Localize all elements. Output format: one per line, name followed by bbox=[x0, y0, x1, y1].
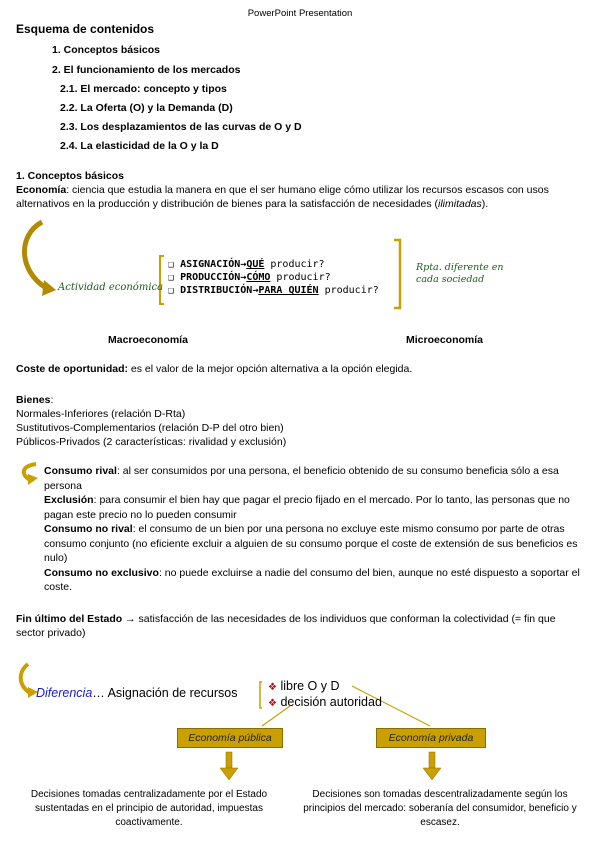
left-bracket-icon bbox=[160, 256, 164, 304]
diferencia-line: Diferencia… Asignación de recursos bbox=[36, 686, 238, 700]
outline-item: 2.1. El mercado: concepto y tipos bbox=[60, 83, 227, 95]
bienes-line: Sustitutivos-Complementarios (relación D-P del otro bien) bbox=[16, 422, 284, 434]
curved-arrow-icon bbox=[24, 222, 46, 288]
bienes-line: Normales-Inferiores (relación D-Rta) bbox=[16, 408, 186, 420]
options-bracket-icon bbox=[260, 682, 262, 708]
bienes-block: Bienes: Normales-Inferiores (relación D-Rta) Sustitutivos-Complementarios (relación D-P del otro bien) Públicos-Privados (2 características: rivalidad y exclusión) bbox=[16, 393, 586, 449]
consumo-block bbox=[44, 464, 584, 595]
economia-publica-box: Economía pública bbox=[177, 728, 283, 748]
economic-questions-list bbox=[168, 258, 379, 297]
exclusion: Exclusión: para consumir el bien hay que pagar el precio fijado en el mercado. Por lo tanto, las personas que no pagan este precio no lo pueden consumir bbox=[44, 494, 570, 521]
publica-description: Decisiones tomadas centralizadamente por el Estado sustentadas en el principio de autoridad, impuestas coactivamente. bbox=[30, 789, 268, 828]
small-arrow-head-icon bbox=[28, 474, 38, 485]
section-heading: 1. Conceptos básicos bbox=[16, 170, 124, 182]
arrow-head-icon bbox=[42, 280, 56, 296]
outline-item: 1. Conceptos básicos bbox=[52, 44, 160, 56]
economia-term: Economía bbox=[16, 184, 67, 196]
option-item: ❖ decisión autoridad bbox=[268, 695, 382, 709]
economia-definition: Economía: ciencia que estudia la manera en que el ser humano elige cómo utilizar los recursos escasos con usos alternativos en la producción y distribución de bienes para la satisfacción de necesidades (ilimitadas). bbox=[16, 184, 549, 210]
consumo-no-rival: Consumo no rival: el consumo de un bien por una persona no excluye este mismo consumo por parte de otras consumo conjunto (no eficiente excluir a alguien de su consumo porque el coste de extensión de sus beneficios es nulo) bbox=[44, 523, 578, 564]
privada-description: Decisiones son tomadas descentralizadamente según los principios del mercado: soberanía del consumidor, beneficio y escasez. bbox=[303, 789, 577, 828]
right-bracket-icon bbox=[394, 240, 400, 308]
asignacion-options bbox=[268, 679, 382, 711]
down-arrow-privada-icon bbox=[423, 768, 441, 780]
outline-title: Esquema de contenidos bbox=[16, 22, 155, 36]
page-header-title: PowerPoint Presentation bbox=[247, 8, 353, 19]
outline-item: 2. El funcionamiento de los mercados bbox=[52, 64, 241, 76]
actividad-label: Actividad económica bbox=[58, 282, 164, 293]
down-arrow-publica-shaft bbox=[226, 752, 232, 768]
question-row: ❑ DISTRIBUCIÓN→PARA QUIÉN producir? bbox=[168, 285, 379, 296]
micro-label: Microeconomía bbox=[406, 334, 484, 346]
outline-item: 2.4. La elasticidad de la O y la D bbox=[60, 140, 219, 152]
answer-note: Rpta. diferente en cada sociedad bbox=[416, 262, 504, 285]
bienes-line: Públicos-Privados (2 características: rivalidad y exclusión) bbox=[16, 436, 287, 448]
question-row: ❑ PRODUCCIÓN→CÓMO producir? bbox=[168, 272, 331, 283]
bienes-heading: Bienes bbox=[16, 394, 51, 406]
coste-oportunidad: Coste de oportunidad: es el valor de la mejor opción alternativa a la opción elegida. bbox=[16, 363, 413, 375]
outline-item: 2.2. La Oferta (O) y la Demanda (D) bbox=[60, 102, 233, 114]
fin-estado: Fin último del Estado → satisfacción de las necesidades de los individuos que conforman la colectividad (= fin que sector privado) bbox=[16, 613, 556, 639]
consumo-no-exclusivo: Consumo no exclusivo: no puede excluirse a nadie del consumo del bien, aunque no esté dispuesto a soportar el coste. bbox=[44, 566, 580, 593]
down-arrow-publica-icon bbox=[220, 768, 238, 780]
option-item: ❖ libre O y D bbox=[268, 679, 340, 693]
question-row: ❑ ASIGNACIÓN→QUÉ producir? bbox=[168, 259, 325, 270]
down-arrow-privada-shaft bbox=[429, 752, 435, 768]
consumo-rival: Consumo rival: al ser consumidos por una persona, el beneficio obtenido de su consumo beneficia sólo a esa persona bbox=[44, 465, 559, 492]
macro-label: Macroeconomía bbox=[108, 334, 188, 346]
outline-item: 2.3. Los desplazamientos de las curvas de O y D bbox=[60, 121, 302, 133]
diferencia-term: Diferencia bbox=[36, 686, 93, 700]
economia-privada-box: Economía privada bbox=[376, 728, 486, 748]
